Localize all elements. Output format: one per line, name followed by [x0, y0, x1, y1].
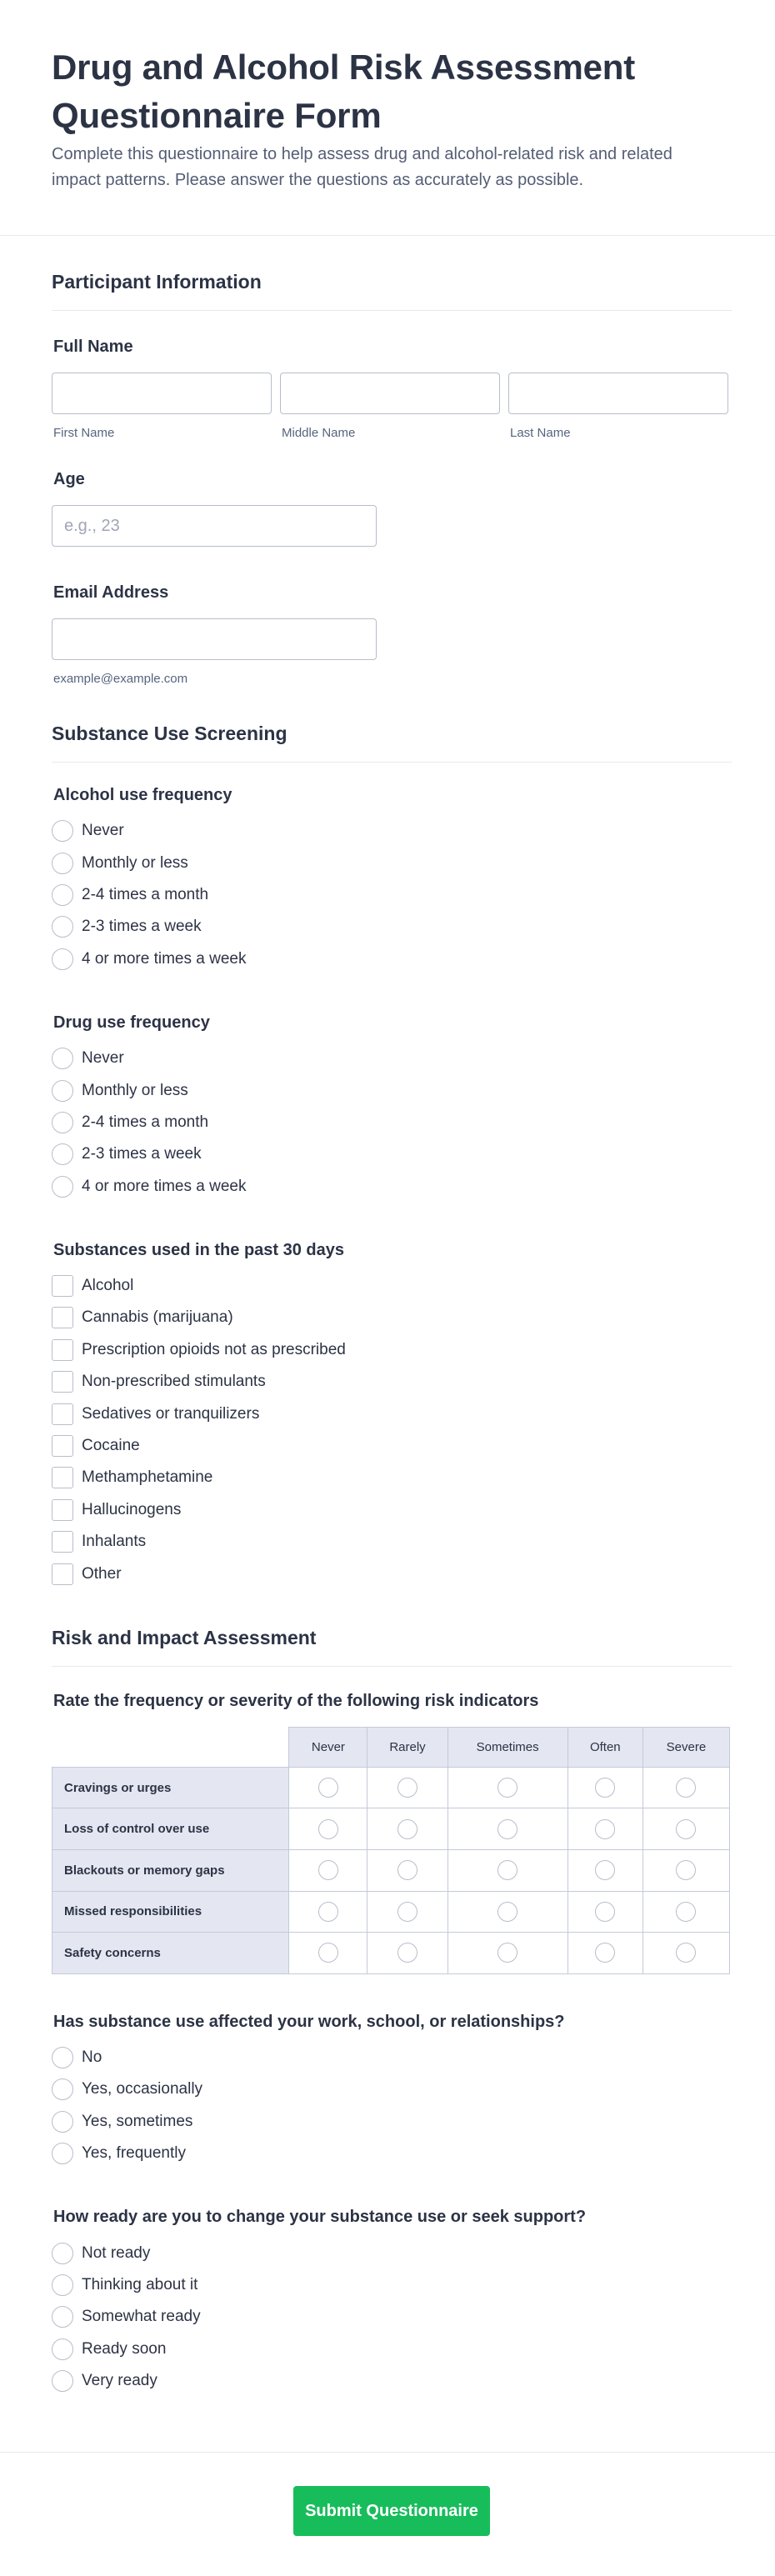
- radio-button[interactable]: [52, 2306, 73, 2328]
- form-title: Drug and Alcohol Risk Assessment Questionnaire Form: [52, 48, 635, 135]
- matrix-corner-cell: [52, 1727, 289, 1767]
- readiness-label: How ready are you to change your substance use or seek support?: [53, 2208, 587, 2227]
- first-name-sublabel: First Name: [53, 426, 115, 440]
- checkbox-option[interactable]: [52, 1334, 732, 1366]
- matrix-cell[interactable]: [642, 1808, 729, 1850]
- form-header: [0, 0, 775, 236]
- radio-button[interactable]: [676, 1778, 696, 1798]
- checkbox-option[interactable]: [52, 1526, 732, 1558]
- matrix-cell[interactable]: [642, 1767, 729, 1808]
- last-name-input[interactable]: [508, 373, 728, 414]
- readiness-question: [52, 2169, 732, 2397]
- form-content: [0, 236, 775, 2397]
- radio-button[interactable]: [318, 1819, 338, 1839]
- email-sublabel: example@example.com: [53, 672, 188, 686]
- matrix-row: [52, 1891, 730, 1933]
- matrix-row-label: Missed responsibilities: [52, 1891, 289, 1933]
- checkbox-option-label: Alcohol: [82, 1277, 134, 1295]
- radio-option[interactable]: [52, 1138, 732, 1170]
- radio-option-label: 2-3 times a week: [82, 1145, 202, 1163]
- radio-button[interactable]: [595, 1819, 615, 1839]
- radio-button[interactable]: [595, 1778, 615, 1798]
- matrix-cell[interactable]: [368, 1767, 448, 1808]
- radio-button[interactable]: [398, 1902, 418, 1922]
- radio-button[interactable]: [52, 2143, 73, 2164]
- drug-frequency-question: [52, 975, 732, 1203]
- matrix-row-label: Blackouts or memory gaps: [52, 1850, 289, 1892]
- alcohol-frequency-label: Alcohol use frequency: [53, 786, 232, 804]
- radio-option-label: 2-4 times a month: [82, 885, 209, 903]
- matrix-cell[interactable]: [448, 1808, 568, 1850]
- radio-option[interactable]: [52, 2301, 732, 2333]
- last-name-sublabel: Last Name: [510, 426, 571, 440]
- checkbox[interactable]: [52, 1499, 73, 1521]
- first-name-col: [52, 373, 272, 440]
- checkbox-option[interactable]: [52, 1558, 732, 1589]
- email-question: [52, 547, 732, 686]
- radio-option-label: Yes, sometimes: [82, 2112, 193, 2130]
- radio-option[interactable]: [52, 2333, 732, 2365]
- matrix-cell[interactable]: [568, 1891, 642, 1933]
- risk-matrix-label: Rate the frequency or severity of the following risk indicators: [53, 1691, 539, 1710]
- alcohol-frequency-options: [52, 815, 732, 975]
- radio-button[interactable]: [52, 2370, 73, 2392]
- radio-button[interactable]: [318, 1902, 338, 1922]
- radio-option-label: 4 or more times a week: [82, 1177, 247, 1195]
- matrix-cell[interactable]: [448, 1767, 568, 1808]
- middle-name-col: [280, 373, 500, 440]
- radio-option-label: Thinking about it: [82, 2275, 198, 2293]
- matrix-row: [52, 1808, 730, 1850]
- radio-button[interactable]: [52, 1143, 73, 1165]
- checkbox-option-label: Other: [82, 1564, 122, 1583]
- checkbox-option-label: Methamphetamine: [82, 1468, 213, 1487]
- matrix-row: [52, 1933, 730, 1974]
- radio-button[interactable]: [676, 1819, 696, 1839]
- matrix-cell[interactable]: [568, 1767, 642, 1808]
- radio-button[interactable]: [398, 1943, 418, 1963]
- radio-option[interactable]: [52, 2365, 732, 2397]
- checkbox[interactable]: [52, 1403, 73, 1425]
- matrix-cell[interactable]: [642, 1850, 729, 1892]
- checkbox-option[interactable]: [52, 1430, 732, 1462]
- matrix-column-header: Rarely: [368, 1727, 448, 1767]
- impact-question: [52, 1974, 732, 2170]
- full-name-row: [52, 373, 732, 440]
- radio-button[interactable]: [52, 2078, 73, 2100]
- radio-button[interactable]: [52, 2338, 73, 2360]
- radio-button[interactable]: [498, 1902, 518, 1922]
- substances-label: Substances used in the past 30 days: [53, 1240, 345, 1259]
- radio-option[interactable]: [52, 847, 732, 878]
- age-question: [52, 440, 732, 547]
- radio-option[interactable]: [52, 1043, 732, 1074]
- radio-button[interactable]: [318, 1860, 338, 1880]
- checkbox[interactable]: [52, 1339, 73, 1361]
- checkbox[interactable]: [52, 1531, 73, 1553]
- radio-option-label: Never: [82, 1049, 124, 1068]
- matrix-cell[interactable]: [568, 1850, 642, 1892]
- radio-option-label: Ready soon: [82, 2339, 167, 2358]
- last-name-col: [508, 373, 728, 440]
- radio-button[interactable]: [676, 1902, 696, 1922]
- radio-option-label: Yes, occasionally: [82, 2080, 203, 2098]
- email-input[interactable]: [52, 618, 377, 660]
- radio-button[interactable]: [595, 1860, 615, 1880]
- drug-frequency-options: [52, 1043, 732, 1203]
- matrix-cell[interactable]: [642, 1891, 729, 1933]
- section-screening-title: Substance Use Screening: [52, 686, 732, 763]
- radio-option[interactable]: [52, 2106, 732, 2138]
- radio-option-label: 4 or more times a week: [82, 949, 247, 968]
- readiness-options: [52, 2237, 732, 2397]
- drug-frequency-label: Drug use frequency: [53, 1013, 210, 1032]
- matrix-row: [52, 1767, 730, 1808]
- radio-option-label: Somewhat ready: [82, 2308, 201, 2326]
- radio-button[interactable]: [52, 2243, 73, 2264]
- matrix-column-header: Sometimes: [448, 1727, 568, 1767]
- matrix-column-header: Severe: [642, 1727, 729, 1767]
- checkbox-option-label: Inhalants: [82, 1533, 147, 1551]
- impact-options: [52, 2042, 732, 2170]
- matrix-cell[interactable]: [368, 1933, 448, 1974]
- radio-button[interactable]: [595, 1943, 615, 1963]
- submit-button[interactable]: Submit Questionnaire: [293, 2486, 490, 2536]
- age-label: Age: [53, 470, 85, 488]
- radio-option-label: Not ready: [82, 2243, 151, 2262]
- radio-button[interactable]: [52, 1080, 73, 1102]
- radio-button[interactable]: [52, 1112, 73, 1133]
- matrix-cell[interactable]: [289, 1850, 368, 1892]
- checkbox-option[interactable]: [52, 1270, 732, 1302]
- radio-option-label: Yes, frequently: [82, 2144, 186, 2163]
- matrix-cell[interactable]: [448, 1850, 568, 1892]
- radio-option[interactable]: [52, 911, 732, 943]
- radio-button[interactable]: [498, 1778, 518, 1798]
- risk-matrix-table: [52, 1727, 730, 1974]
- radio-button[interactable]: [318, 1943, 338, 1963]
- checkbox-option-label: Cocaine: [82, 1437, 140, 1455]
- radio-option-label: Never: [82, 822, 124, 840]
- radio-option[interactable]: [52, 2138, 732, 2169]
- risk-matrix-question: [52, 1667, 732, 1974]
- first-name-input[interactable]: [52, 373, 272, 414]
- radio-button[interactable]: [52, 948, 73, 970]
- radio-option-label: 2-3 times a week: [82, 918, 202, 936]
- checkbox[interactable]: [52, 1371, 73, 1393]
- radio-option[interactable]: [52, 1074, 732, 1106]
- radio-button[interactable]: [52, 884, 73, 906]
- form-footer: [0, 2452, 775, 2576]
- radio-button[interactable]: [52, 1048, 73, 1069]
- matrix-header-row: [52, 1727, 730, 1767]
- radio-button[interactable]: [52, 2274, 73, 2296]
- matrix-cell[interactable]: [289, 1933, 368, 1974]
- matrix-cell[interactable]: [448, 1891, 568, 1933]
- alcohol-frequency-question: [52, 763, 732, 975]
- radio-option[interactable]: [52, 1107, 732, 1138]
- matrix-cell[interactable]: [289, 1808, 368, 1850]
- radio-button[interactable]: [595, 1902, 615, 1922]
- radio-button[interactable]: [398, 1819, 418, 1839]
- radio-option[interactable]: [52, 943, 732, 975]
- radio-button[interactable]: [52, 2111, 73, 2133]
- radio-button[interactable]: [676, 1943, 696, 1963]
- radio-button[interactable]: [52, 1176, 73, 1198]
- radio-option[interactable]: [52, 1171, 732, 1203]
- checkbox-option-label: Cannabis (marijuana): [82, 1308, 233, 1327]
- radio-option[interactable]: [52, 2073, 732, 2105]
- radio-option[interactable]: [52, 2269, 732, 2301]
- checkbox-option[interactable]: [52, 1398, 732, 1429]
- middle-name-sublabel: Middle Name: [282, 426, 356, 440]
- full-name-label: Full Name: [53, 338, 133, 356]
- radio-button[interactable]: [676, 1860, 696, 1880]
- checkbox[interactable]: [52, 1563, 73, 1585]
- radio-option-label: Monthly or less: [82, 1081, 188, 1099]
- checkbox-option[interactable]: [52, 1366, 732, 1398]
- full-name-question: [52, 311, 732, 440]
- matrix-row-label: Cravings or urges: [52, 1767, 289, 1808]
- matrix-cell[interactable]: [568, 1933, 642, 1974]
- radio-button[interactable]: [498, 1943, 518, 1963]
- matrix-column-header: Often: [568, 1727, 642, 1767]
- checkbox[interactable]: [52, 1275, 73, 1297]
- radio-button[interactable]: [398, 1860, 418, 1880]
- matrix-row-label: Safety concerns: [52, 1933, 289, 1974]
- checkbox-option-label: Hallucinogens: [82, 1500, 182, 1518]
- radio-button[interactable]: [498, 1860, 518, 1880]
- middle-name-input[interactable]: [280, 373, 500, 414]
- radio-option-label: No: [82, 2048, 102, 2066]
- radio-option[interactable]: [52, 2042, 732, 2073]
- radio-button[interactable]: [52, 916, 73, 938]
- radio-button[interactable]: [52, 820, 73, 842]
- form-description: Complete this questionnaire to help assess drug and alcohol-related risk and related impact patterns. Please answer the questions as accurately as possible.: [52, 145, 672, 189]
- checkbox[interactable]: [52, 1435, 73, 1457]
- radio-option-label: Monthly or less: [82, 853, 188, 872]
- checkbox[interactable]: [52, 1467, 73, 1488]
- radio-option[interactable]: [52, 879, 732, 911]
- checkbox-option[interactable]: [52, 1302, 732, 1333]
- matrix-cell[interactable]: [289, 1891, 368, 1933]
- matrix-column-header: Never: [289, 1727, 368, 1767]
- impact-label: Has substance use affected your work, school, or relationships?: [53, 2012, 565, 2031]
- matrix-cell[interactable]: [368, 1850, 448, 1892]
- checkbox-option[interactable]: [52, 1462, 732, 1493]
- age-input[interactable]: [52, 505, 377, 547]
- substances-question: [52, 1203, 732, 1590]
- radio-button[interactable]: [52, 853, 73, 874]
- section-participant-title: Participant Information: [52, 236, 732, 311]
- radio-option[interactable]: [52, 815, 732, 847]
- matrix-cell[interactable]: [368, 1891, 448, 1933]
- email-label: Email Address: [53, 583, 169, 602]
- matrix-cell[interactable]: [448, 1933, 568, 1974]
- matrix-cell[interactable]: [289, 1767, 368, 1808]
- radio-button[interactable]: [318, 1778, 338, 1798]
- substances-options: [52, 1270, 732, 1590]
- checkbox-option-label: Non-prescribed stimulants: [82, 1373, 266, 1391]
- matrix-row-label: Loss of control over use: [52, 1808, 289, 1850]
- radio-option[interactable]: [52, 2237, 732, 2268]
- radio-option-label: Very ready: [82, 2372, 158, 2390]
- matrix-row: [52, 1850, 730, 1892]
- matrix-cell[interactable]: [368, 1808, 448, 1850]
- section-risk-title: Risk and Impact Assessment: [52, 1590, 732, 1667]
- radio-button[interactable]: [52, 2047, 73, 2068]
- checkbox[interactable]: [52, 1307, 73, 1328]
- checkbox-option[interactable]: [52, 1494, 732, 1526]
- matrix-cell[interactable]: [642, 1933, 729, 1974]
- radio-button[interactable]: [398, 1778, 418, 1798]
- radio-option-label: 2-4 times a month: [82, 1113, 209, 1131]
- radio-button[interactable]: [498, 1819, 518, 1839]
- matrix-cell[interactable]: [568, 1808, 642, 1850]
- checkbox-option-label: Sedatives or tranquilizers: [82, 1404, 260, 1423]
- checkbox-option-label: Prescription opioids not as prescribed: [82, 1340, 346, 1358]
